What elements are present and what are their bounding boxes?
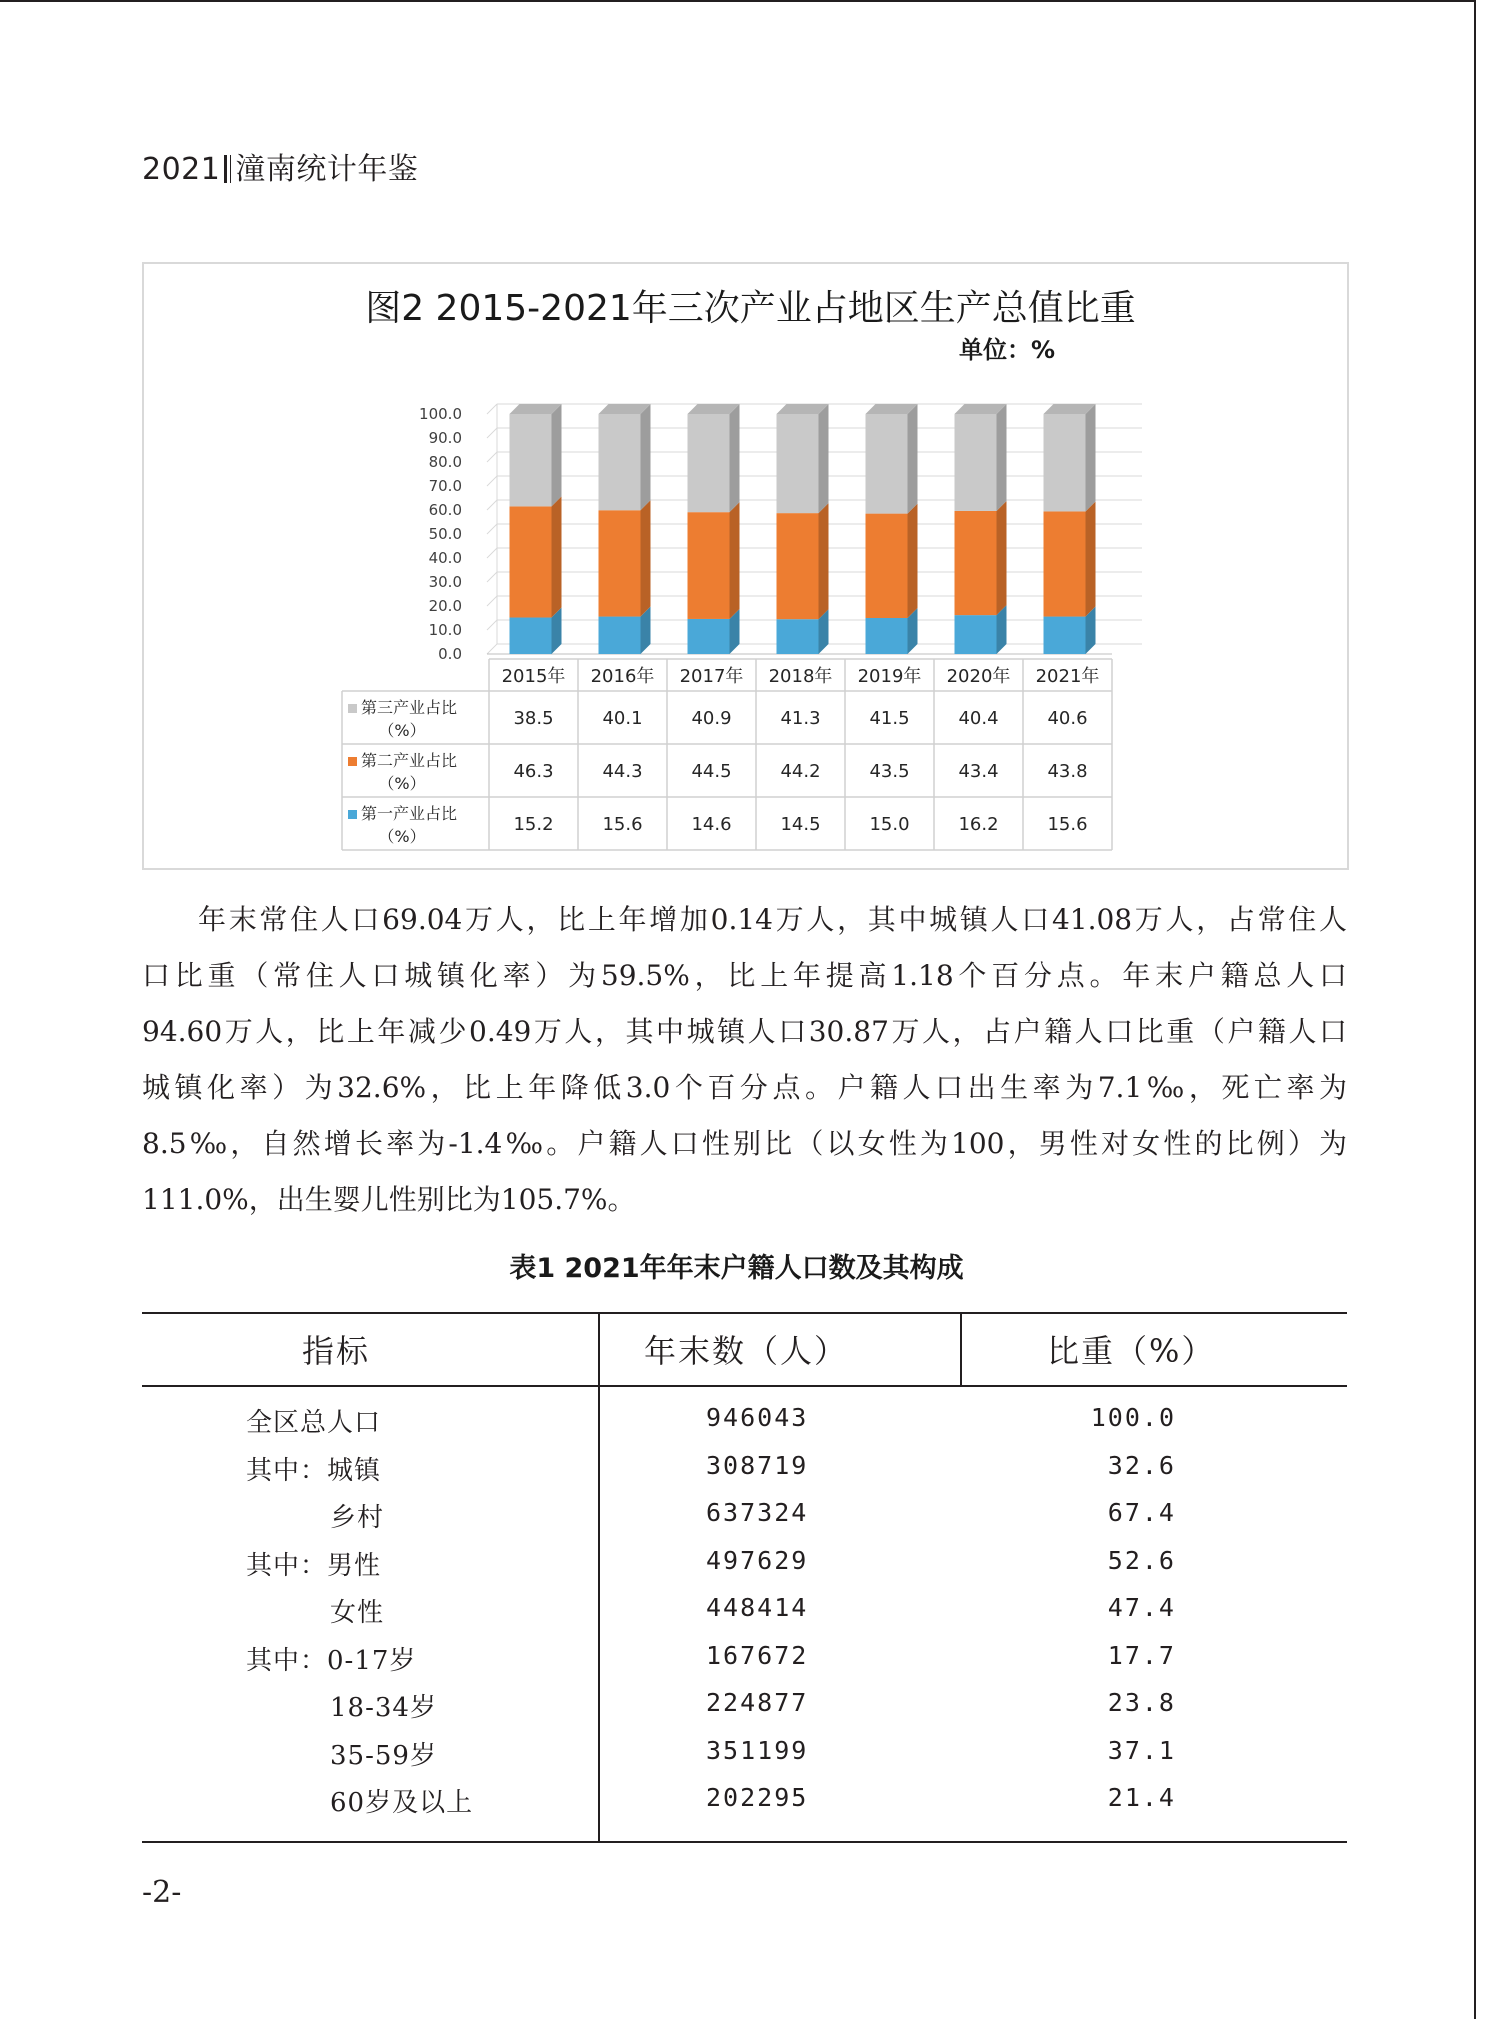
data-label: 14.6	[691, 814, 732, 835]
table-row-value: 308719	[706, 1450, 809, 1480]
gridline-depth	[487, 596, 497, 606]
table-row-share: 37.1	[1107, 1735, 1176, 1765]
data-label: 40.9	[691, 708, 732, 729]
gridline-depth	[487, 404, 497, 414]
bar-side-secondary	[1086, 501, 1096, 616]
legend-unit: （%）	[378, 721, 426, 740]
bar-segment-primary	[777, 619, 819, 654]
table-row-share: 23.8	[1107, 1688, 1176, 1717]
top-border	[0, 0, 1476, 2]
x-tick-label: 2018年	[768, 666, 833, 687]
gridline-depth	[487, 452, 497, 462]
bar-side-tertiary	[641, 404, 651, 510]
paragraph-line: 口比重（常住人口城镇化率）为59.5%，比上年提高1.18个百分点。年末户籍总人口	[142, 959, 1347, 992]
table-rule-header	[142, 1385, 1347, 1387]
chart-unit: 单位：%	[959, 336, 1056, 364]
y-tick-label: 0.0	[438, 645, 462, 663]
bar-segment-primary	[599, 617, 641, 654]
bar-segment-secondary	[777, 513, 819, 619]
data-label: 14.5	[780, 814, 821, 835]
bar-segment-tertiary	[955, 414, 997, 511]
bar-segment-secondary	[955, 511, 997, 615]
bar-segment-secondary	[599, 510, 641, 616]
y-tick-label: 90.0	[428, 429, 462, 447]
table-rule-bottom	[142, 1841, 1347, 1843]
y-tick-label: 40.0	[428, 549, 462, 567]
table-row-share: 47.4	[1107, 1593, 1176, 1622]
table-header-indicator: 指标	[302, 1332, 371, 1370]
stacked-bar-chart	[144, 264, 1349, 870]
data-label: 40.4	[958, 708, 999, 729]
bar-side-secondary	[908, 504, 918, 618]
y-tick-label: 20.0	[428, 597, 462, 615]
data-label: 44.3	[602, 761, 643, 782]
x-tick-label: 2021年	[1035, 666, 1100, 687]
y-tick-label: 70.0	[428, 477, 462, 495]
table-row-value: 167672	[706, 1640, 809, 1670]
running-head-year: 2021	[142, 152, 221, 187]
legend-unit: （%）	[378, 774, 426, 793]
chart-title: 图2 2015-2021年三次产业占地区生产总值比重	[365, 288, 1136, 329]
running-head	[142, 144, 418, 188]
gridline-depth	[487, 524, 497, 534]
data-label: 43.8	[1047, 761, 1088, 782]
gridline-depth	[487, 620, 497, 630]
paragraph-line: 城镇化率）为32.6%，比上年降低3.0个百分点。户籍人口出生率为7.1‰，死亡率为	[142, 1071, 1347, 1104]
gridline-depth	[487, 500, 497, 510]
paragraph-line: 94.60万人，比上年减少0.49万人，其中城镇人口30.87万人，占户籍人口比重（户籍人口	[142, 1015, 1347, 1048]
data-label: 41.3	[780, 708, 821, 729]
gridline-depth	[487, 644, 497, 654]
legend-unit: （%）	[378, 827, 426, 846]
y-tick-label: 100.0	[419, 405, 462, 423]
bar-segment-tertiary	[1044, 414, 1086, 511]
bar-side-tertiary	[819, 404, 829, 513]
data-label: 44.2	[780, 761, 821, 782]
data-label: 41.5	[869, 708, 910, 729]
x-tick-label: 2020年	[946, 666, 1011, 687]
paragraph-line: 111.0%，出生婴儿性别比为105.7%。	[142, 1183, 636, 1216]
bar-segment-secondary	[688, 512, 730, 619]
table-header-count: 年末数（人）	[644, 1332, 849, 1370]
y-tick-label: 10.0	[428, 621, 462, 639]
x-tick-label: 2015年	[501, 666, 566, 687]
bar-segment-secondary	[1044, 511, 1086, 616]
table-rule-top	[142, 1312, 1347, 1314]
table-row-label: 女性	[330, 1598, 385, 1628]
bar-segment-primary	[866, 618, 908, 654]
table-row-share: 21.4	[1107, 1783, 1176, 1812]
table-row-label: 乡村	[330, 1503, 385, 1533]
data-label: 15.0	[869, 814, 910, 835]
table-row-value: 497629	[706, 1545, 809, 1575]
bar-segment-primary	[955, 615, 997, 654]
table-header-share: 比重（%）	[1047, 1332, 1216, 1370]
data-label: 16.2	[958, 814, 999, 835]
data-label: 43.4	[958, 761, 999, 782]
bar-side-secondary	[997, 501, 1007, 615]
bar-segment-tertiary	[777, 414, 819, 513]
running-head-divider-thin	[230, 155, 231, 183]
bar-segment-primary	[1044, 617, 1086, 654]
table-row-share: 52.6	[1107, 1545, 1176, 1575]
bar-segment-tertiary	[510, 414, 552, 506]
table-row-share: 100.0	[1090, 1403, 1176, 1432]
table-row-value: 224877	[706, 1688, 809, 1717]
data-label: 15.6	[602, 814, 643, 835]
bar-segment-secondary	[866, 514, 908, 618]
bar-segment-primary	[688, 619, 730, 654]
table-divider	[598, 1312, 600, 1843]
table-row-value: 946043	[706, 1403, 809, 1432]
table-row-label: 全区总人口	[246, 1408, 382, 1438]
bar-side-secondary	[641, 500, 651, 616]
table-row-share: 32.6	[1107, 1450, 1176, 1480]
paragraph-line: 8.5‰，自然增长率为-1.4‰。户籍人口性别比（以女性为100，男性对女性的比例）为	[142, 1127, 1347, 1160]
bar-side-tertiary	[908, 404, 918, 514]
table-row-label: 其中：男性	[246, 1550, 382, 1581]
gridline-depth	[487, 548, 497, 558]
table-row-label: 其中：0-17岁	[246, 1645, 417, 1676]
y-tick-label: 50.0	[428, 525, 462, 543]
data-label: 46.3	[513, 761, 554, 782]
bar-segment-secondary	[510, 506, 552, 617]
table-row-label: 18-34岁	[330, 1693, 437, 1723]
legend-label: 第二产业占比	[361, 751, 458, 770]
bar-side-secondary	[730, 502, 740, 619]
gridline-depth	[487, 572, 497, 582]
table-row-value: 448414	[706, 1593, 809, 1622]
table-row-share: 17.7	[1107, 1640, 1176, 1670]
bar-side-tertiary	[1086, 404, 1096, 511]
gridline-depth	[487, 428, 497, 438]
data-label: 44.5	[691, 761, 732, 782]
table-row-label: 35-59岁	[330, 1740, 437, 1771]
data-label: 40.6	[1047, 708, 1088, 729]
table-row-share: 67.4	[1107, 1498, 1176, 1527]
table-divider	[960, 1312, 962, 1387]
y-tick-label: 80.0	[428, 453, 462, 471]
running-head-divider	[224, 155, 227, 183]
table-row-label: 60岁及以上	[330, 1788, 474, 1818]
x-tick-label: 2019年	[857, 666, 922, 687]
bar-segment-tertiary	[688, 414, 730, 512]
data-label: 15.6	[1047, 814, 1088, 835]
page-number: -2-	[142, 1875, 182, 1910]
y-tick-label: 30.0	[428, 573, 462, 591]
bar-side-tertiary	[552, 404, 562, 506]
table-row-value: 637324	[706, 1498, 809, 1527]
bar-side-secondary	[552, 496, 562, 617]
y-tick-label: 60.0	[428, 501, 462, 519]
legend-label: 第三产业占比	[361, 698, 458, 717]
bar-segment-tertiary	[599, 414, 641, 510]
data-label: 15.2	[513, 814, 554, 835]
gridline-depth	[487, 476, 497, 486]
legend-label: 第一产业占比	[361, 804, 458, 823]
bar-side-tertiary	[997, 404, 1007, 511]
bar-segment-primary	[510, 618, 552, 654]
x-tick-label: 2017年	[679, 666, 744, 687]
legend-key	[348, 757, 357, 766]
legend-key	[348, 704, 357, 713]
x-tick-label: 2016年	[590, 666, 655, 687]
bar-segment-tertiary	[866, 414, 908, 514]
legend-key	[348, 810, 357, 819]
chart-figure	[142, 262, 1349, 870]
table-caption: 表1 2021年年末户籍人口数及其构成	[509, 1253, 964, 1284]
data-label: 40.1	[602, 708, 643, 729]
right-border	[1474, 0, 1476, 2019]
table-row-value: 202295	[706, 1783, 809, 1812]
data-label: 38.5	[513, 708, 554, 729]
table-row-value: 351199	[706, 1735, 809, 1765]
table-row-label: 其中：城镇	[246, 1455, 382, 1486]
paragraph	[142, 892, 1347, 1228]
running-head-title: 潼南统计年鉴	[235, 152, 419, 187]
bar-side-secondary	[819, 503, 829, 619]
bar-side-tertiary	[730, 404, 740, 512]
paragraph-line: 年末常住人口69.04万人，比上年增加0.14万人，其中城镇人口41.08万人，占常住人	[198, 903, 1347, 936]
data-label: 43.5	[869, 761, 910, 782]
